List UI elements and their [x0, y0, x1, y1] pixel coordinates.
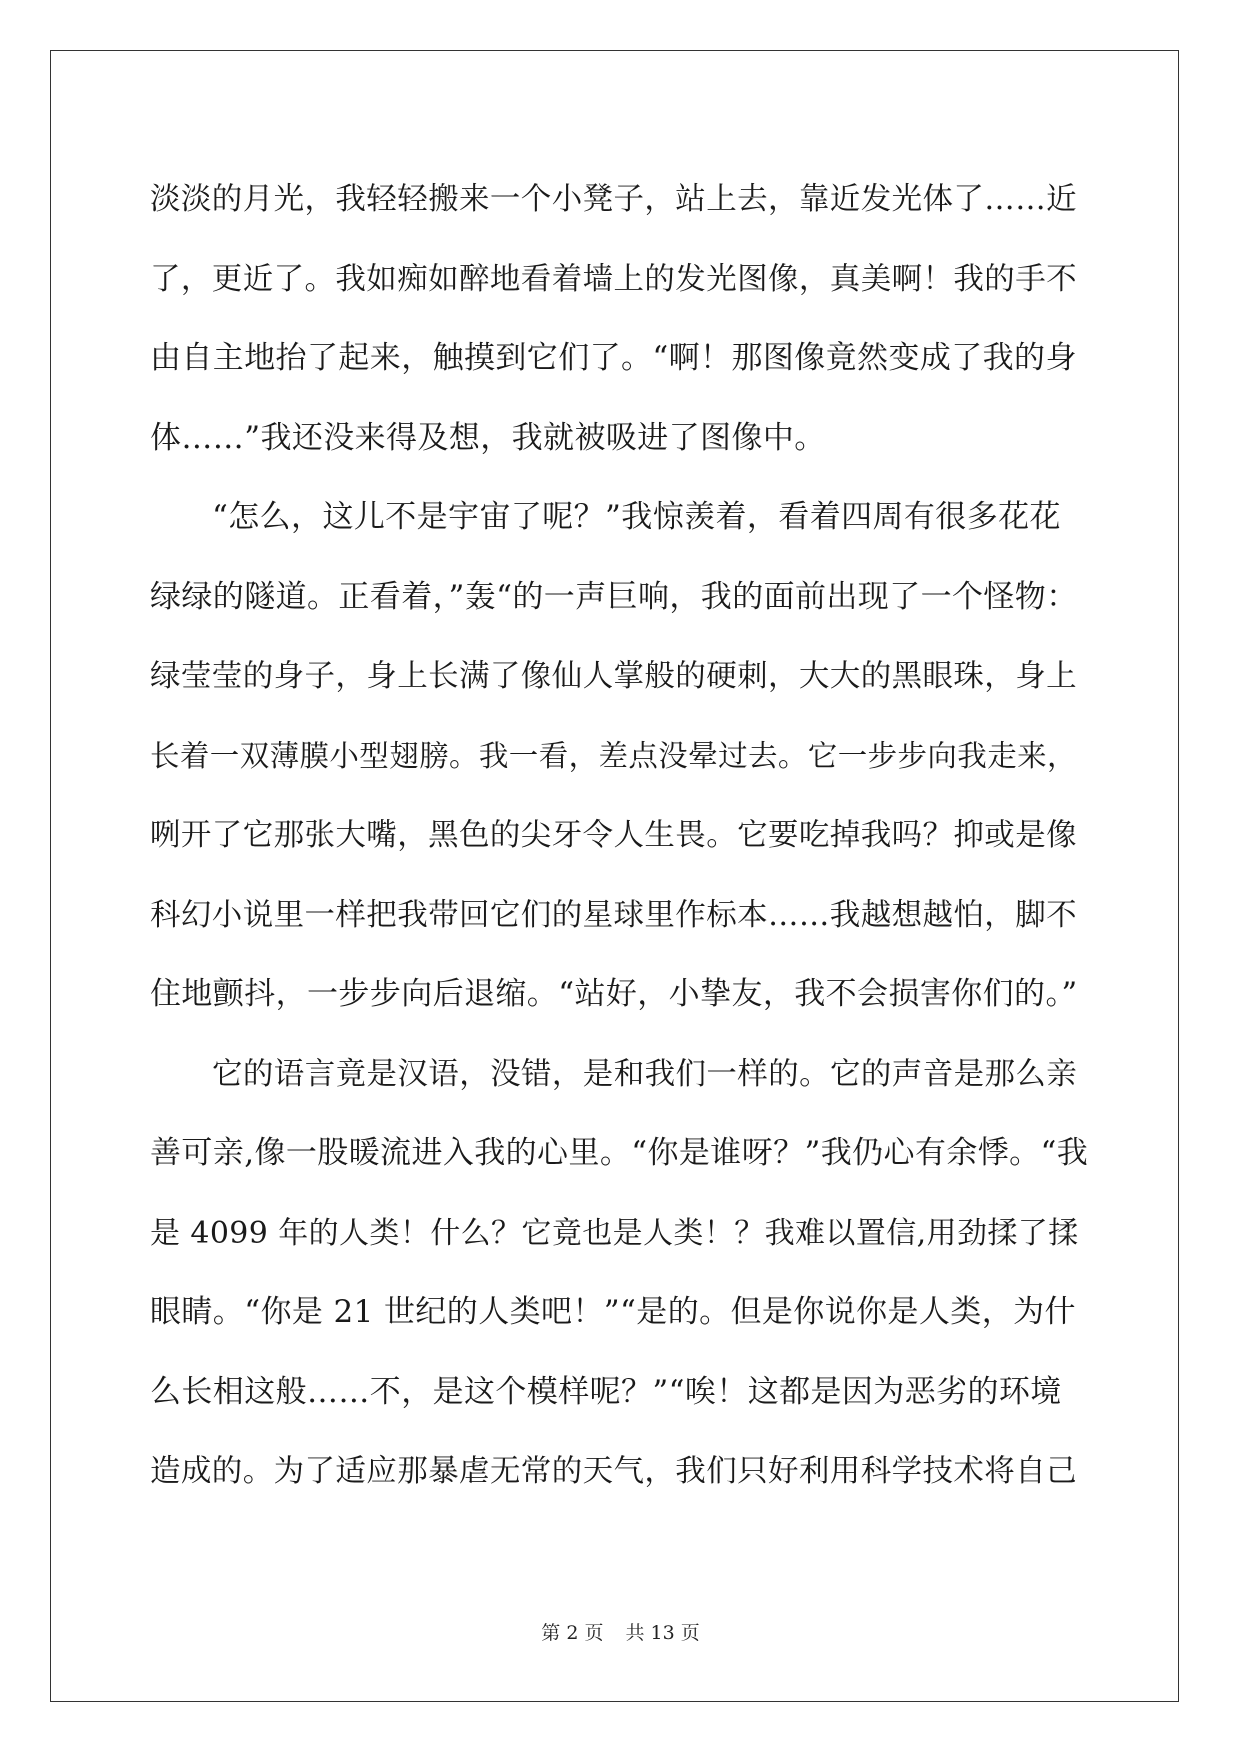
- text-line: 体……”我还没来得及想，我就被吸进了图像中。: [150, 419, 826, 456]
- text-line: 眼睛。“你是 21 世纪的人类吧！”“是的。但是你说你是人类，为什: [150, 1294, 1076, 1330]
- text-line: 绿绿的隧道。正看着，”轰“的一声巨响，我的面前出现了一个怪物：: [150, 578, 1078, 615]
- text-line: 是 4099 年的人类！什么？它竟也是人类！？我难以置信,用劲揉了揉: [150, 1215, 1079, 1251]
- text-line: 造成的。为了适应那暴虐无常的天气，我们只好利用科学技术将自己: [150, 1454, 1077, 1489]
- text-line: 由自主地抬了起来，触摸到它们了。“啊！那图像竟然变成了我的身: [150, 340, 1077, 376]
- page-number: 第 2 页: [541, 1622, 604, 1644]
- document-body: [150, 160, 1090, 1512]
- page-total: 共 13 页: [625, 1622, 700, 1644]
- page-footer: [0, 1618, 1241, 1645]
- text-line: 么长相这般……不，是这个模样呢？”“唉！这都是因为恶劣的环境: [150, 1373, 1062, 1410]
- text-line: 绿莹莹的身子，身上长满了像仙人掌般的硬刺，大大的黑眼珠，身上: [150, 659, 1077, 694]
- text-line: 它的语言竟是汉语，没错，是和我们一样的。它的声音是那么亲: [212, 1056, 1078, 1092]
- text-line: 住地颤抖，一步步向后退缩。“站好，小挚友，我不会损害你们的。”: [150, 976, 1078, 1012]
- text-line: 咧开了它那张大嘴，黑色的尖牙令人生畏。它要吃掉我吗？抑或是像: [150, 818, 1077, 853]
- text-line: 科幻小说里一样把我带回它们的星球里作标本……我越想越怕，脚不: [150, 897, 1077, 933]
- text-line: “怎么，这儿不是宇宙了呢？”我惊羡着，看着四周有很多花花: [212, 499, 1061, 535]
- text-line: 长着一双薄膜小型翅膀。我一看，差点没晕过去。它一步步向我走来，: [150, 738, 1077, 773]
- text-line: 善可亲,像一股暖流进入我的心里。“你是谁呀？”我仍心有余悸。“我: [150, 1135, 1089, 1171]
- text-line: 淡淡的月光，我轻轻搬来一个小凳子，站上去，靠近发光体了……近: [150, 182, 1077, 217]
- text-line: 了，更近了。我如痴如醉地看着墙上的发光图像，真美啊！我的手不: [150, 261, 1077, 297]
